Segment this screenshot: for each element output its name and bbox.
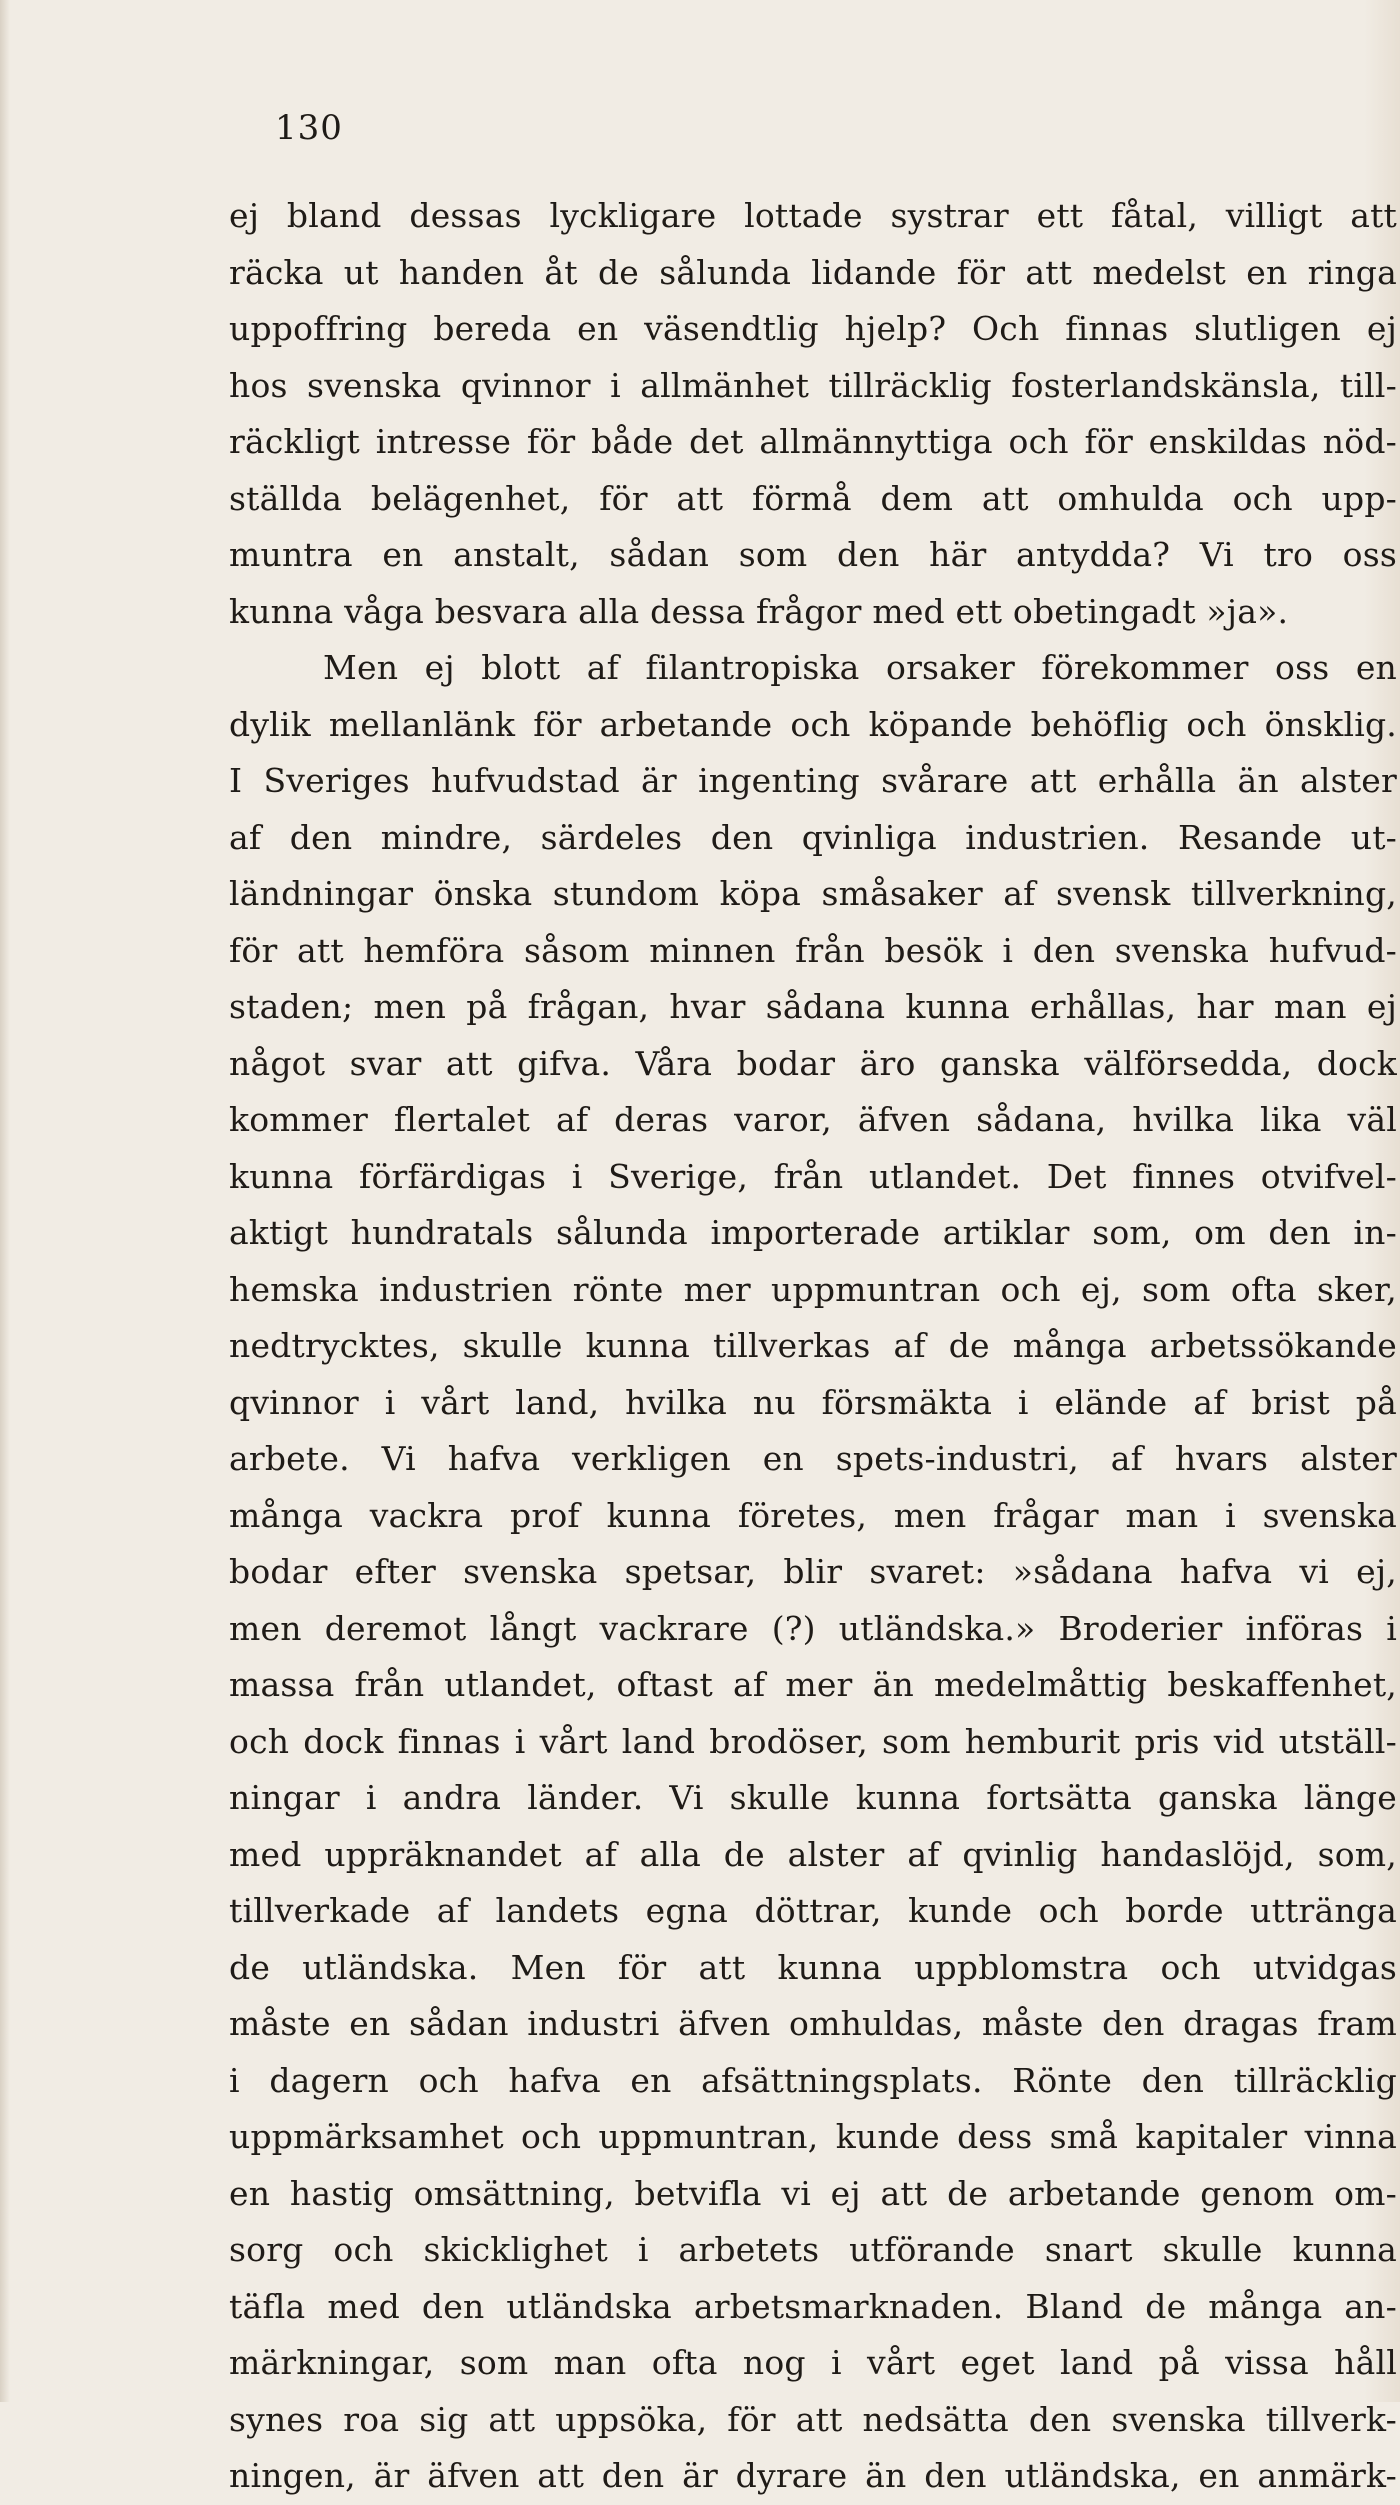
text-line: måste en sådan industri äfven omhuldas, måste den dragas fram <box>229 2004 1397 2043</box>
text-line: aktigt hundratals sålunda importerade artiklar som, om den in- <box>229 1213 1397 1252</box>
text-line: ningen, är äfven att den är dyrare än den utländska, en anmärk- <box>229 2456 1397 2495</box>
text-line: och dock finnas i vårt land brodöser, som hemburit pris vid utställ- <box>229 1721 1397 1761</box>
text-line: märkningar, som man ofta nog i vårt eget land på vissa håll <box>229 2343 1397 2382</box>
text-line: nedtrycktes, skulle kunna tillverkas af de många arbetssökande <box>229 1326 1397 1365</box>
text-line: ej bland dessas lyckligare lottade systrar ett fåtal, villigt att <box>229 196 1397 235</box>
text-line: tillverkade af landets egna döttrar, kunde och borde uttränga <box>229 1891 1397 1930</box>
text-line: täfla med den utländska arbetsmarknaden. Bland de många an- <box>229 2286 1397 2326</box>
text-line: I Sveriges hufvudstad är ingenting svårare att erhålla än alster <box>229 761 1397 800</box>
text-line: synes roa sig att uppsöka, för att nedsätta den svenska tillverk- <box>229 2399 1397 2439</box>
page-edge-left <box>0 0 10 2402</box>
text-line: hos svenska qvinnor i allmänhet tillräcklig fosterlandskänsla, till- <box>229 365 1397 405</box>
text-line: i dagern och hafva en afsättningsplats. Rönte den tillräcklig <box>229 2060 1397 2100</box>
text-line: dylik mellanlänk för arbetande och köpande behöflig och önsklig. <box>229 704 1397 744</box>
text-line: ländningar önska stundom köpa småsaker af svensk tillverkning, <box>229 874 1397 913</box>
text-line: en hastig omsättning, betvifla vi ej att de arbetande genom om- <box>229 2173 1397 2213</box>
text-line: något svar att gifva. Våra bodar äro ganska välförsedda, dock <box>229 1043 1397 1083</box>
text-line: med uppräknandet af alla de alster af qvinlig handaslöjd, som, <box>229 1834 1397 1874</box>
text-line: hemska industrien rönte mer uppmuntran och ej, som ofta sker, <box>229 1269 1397 1309</box>
text-line: uppmärksamhet och uppmuntran, kunde dess små kapitaler vinna <box>229 2117 1397 2156</box>
text-line: kunna förfärdigas i Sverige, från utlandet. Det finnes otvifvel- <box>229 1156 1397 1196</box>
text-line: bodar efter svenska spetsar, blir svaret: »sådana hafva vi ej, <box>229 1552 1397 1591</box>
text-line: kunna våga besvara alla dessa frågor med ett obetingadt »ja». <box>229 591 1289 631</box>
page-number: 130 <box>275 108 343 148</box>
text-line: ställda belägenhet, för att förmå dem att omhulda och upp- <box>229 478 1397 518</box>
text-line: många vackra prof kunna företes, men frågar man i svenska <box>229 1495 1397 1535</box>
text-line: men deremot långt vackrare (?) utländska.» Broderier införas i <box>229 1608 1397 1648</box>
text-line: massa från utlandet, oftast af mer än medelmåttig beskaffenhet, <box>229 1665 1397 1704</box>
paragraph-start-line: Men ej blott af filantropiska orsaker förekommer oss en <box>323 648 1397 687</box>
text-line: staden; men på frågan, hvar sådana kunna erhållas, har man ej <box>229 987 1397 1026</box>
body-text <box>229 188 1397 2505</box>
text-line: räcka ut handen åt de sålunda lidande för att medelst en ringa <box>229 252 1397 292</box>
text-line: arbete. Vi hafva verkligen en spets-industri, af hvars alster <box>229 1439 1397 1478</box>
text-line: qvinnor i vårt land, hvilka nu försmäkta i elände af brist på <box>229 1382 1397 1422</box>
text-line: de utländska. Men för att kunna uppblomstra och utvidgas <box>229 1947 1397 1987</box>
text-line: af den mindre, särdeles den qvinliga industrien. Resande ut- <box>229 817 1397 857</box>
text-line: muntra en anstalt, sådan som den här antydda? Vi tro oss <box>229 535 1397 574</box>
text-line: uppoffring bereda en väsendtlig hjelp? Och finnas slutligen ej <box>229 309 1397 348</box>
text-line: räckligt intresse för både det allmännyttiga och för enskildas nöd- <box>229 422 1397 461</box>
text-line: kommer flertalet af deras varor, äfven sådana, hvilka lika väl <box>229 1100 1397 1139</box>
text-line: ningar i andra länder. Vi skulle kunna fortsätta ganska länge <box>229 1778 1397 1817</box>
text-line: för att hemföra såsom minnen från besök i den svenska hufvud- <box>229 930 1397 970</box>
text-line: sorg och skicklighet i arbetets utförande snart skulle kunna <box>229 2230 1397 2269</box>
